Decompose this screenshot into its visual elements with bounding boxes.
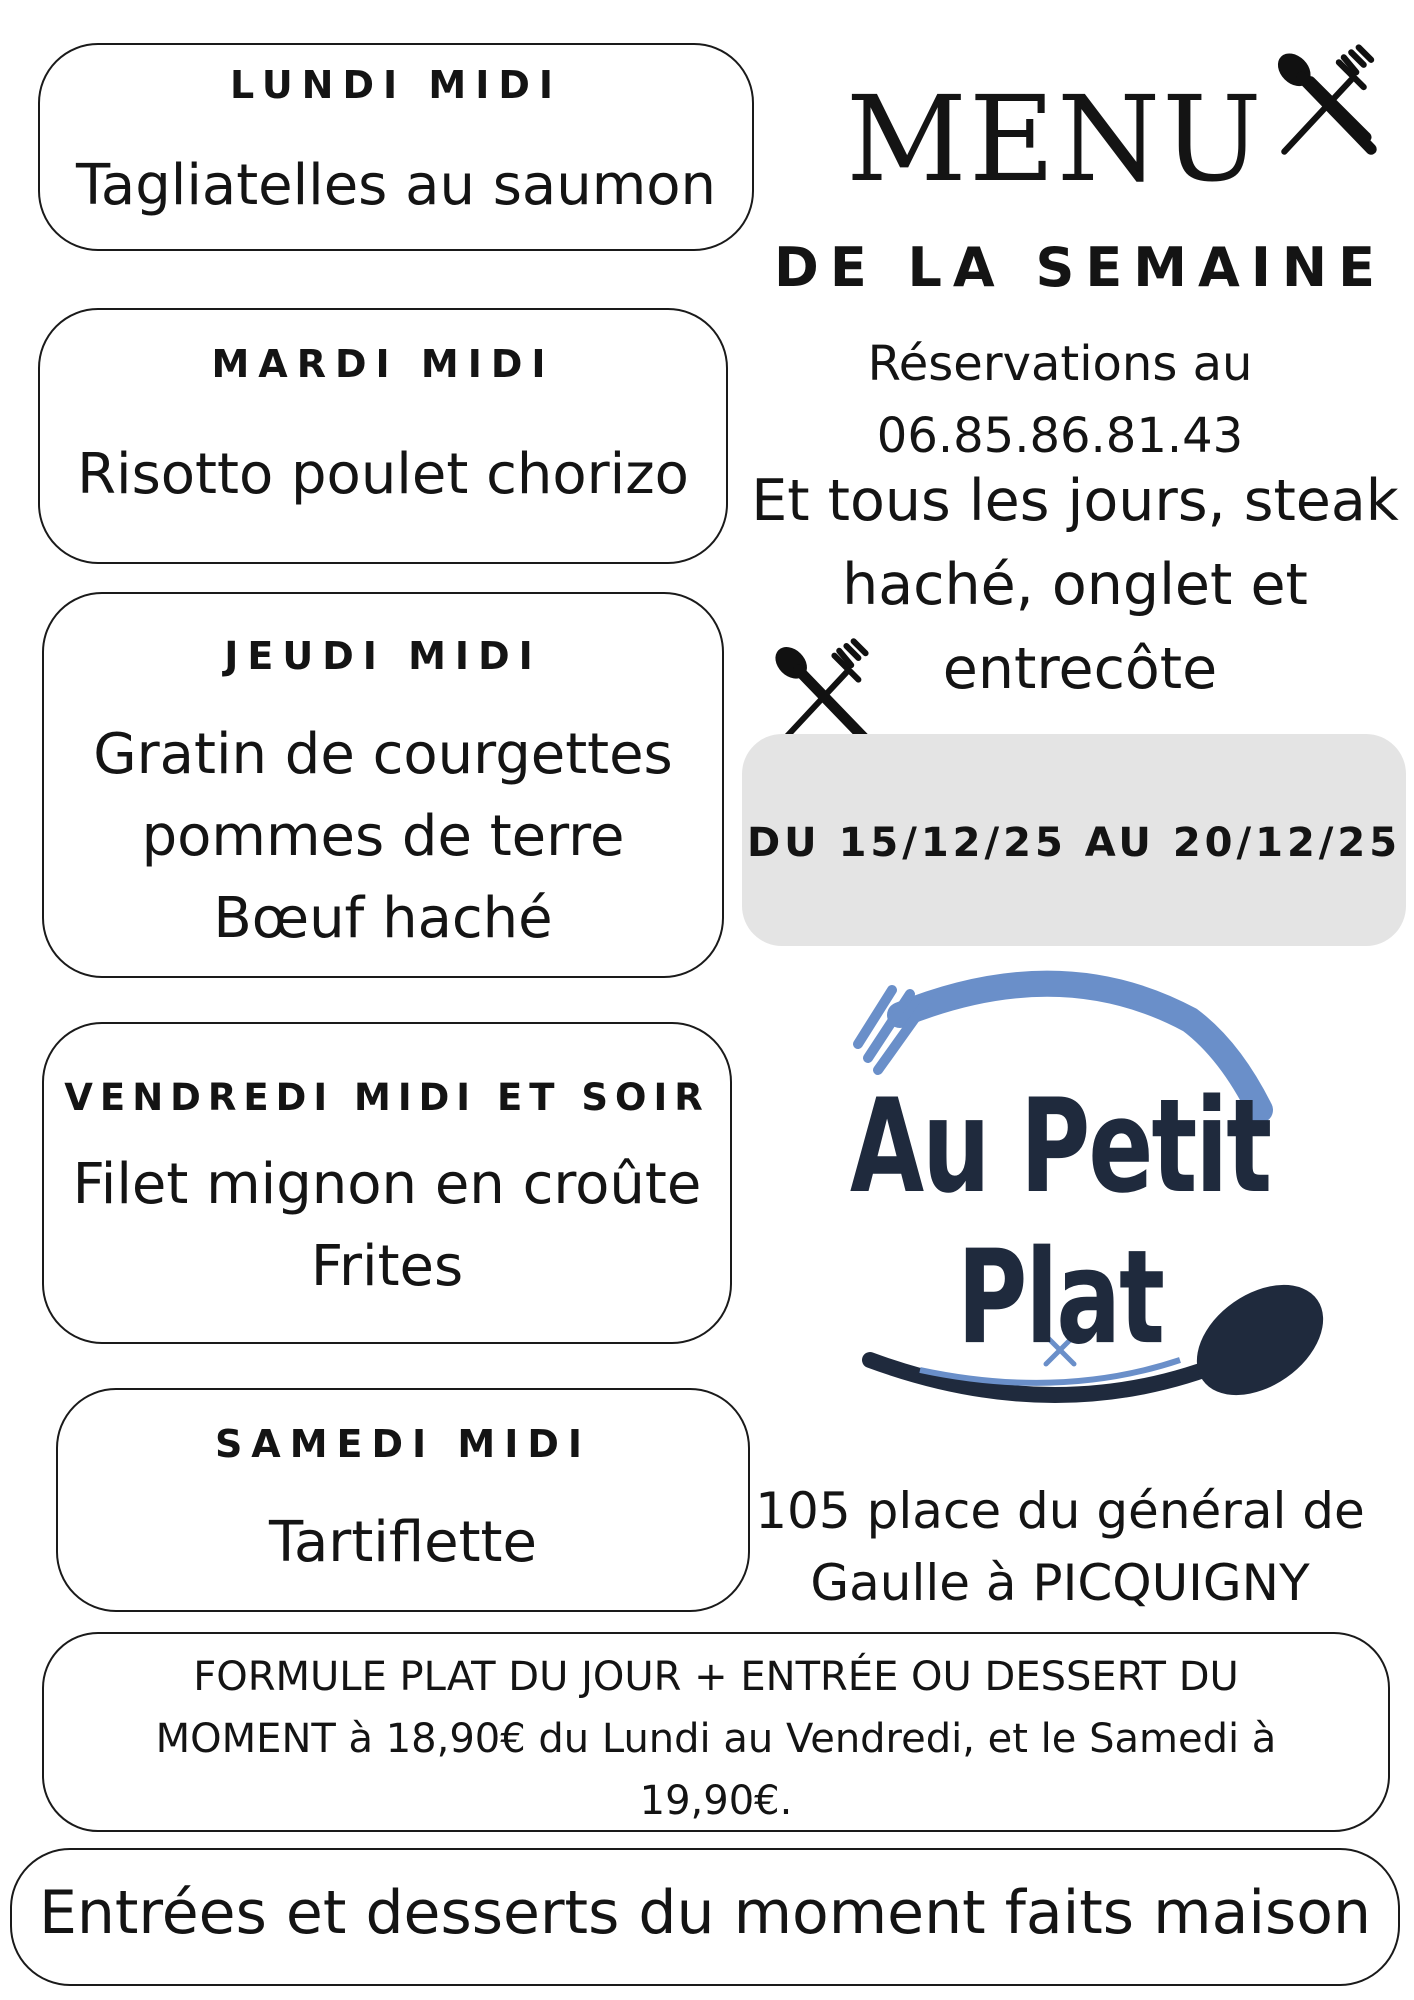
restaurant-logo — [760, 960, 1360, 1440]
day-card-mardi — [38, 308, 728, 564]
dish-line: Tagliatelles au saumon — [75, 153, 717, 218]
footer-text: Entrées et desserts du moment faits maison — [38, 1878, 1372, 1948]
day-card-lundi — [38, 43, 754, 251]
day-card-samedi — [56, 1388, 750, 1612]
daily-line: entrecôte — [942, 636, 1218, 702]
logo-text: Au Petit Plat — [849, 1070, 1271, 1374]
dish-line: Bœuf haché — [213, 886, 553, 951]
dish-line: Risotto poulet chorizo — [77, 442, 689, 507]
menu-title: MENU — [846, 70, 1264, 208]
reservation-phone: 06.85.86.81.43 — [876, 408, 1244, 464]
address-line: 105 place du général de — [755, 1482, 1365, 1540]
address-line: Gaulle à PICQUIGNY — [810, 1554, 1310, 1612]
period-banner — [742, 734, 1406, 946]
day-label: VENDREDI MIDI ET SOIR — [64, 1076, 710, 1119]
dish-line: Tartiflette — [269, 1510, 537, 1575]
day-label: LUNDI MIDI — [229, 63, 563, 107]
menu-subtitle: DE LA SEMAINE — [774, 236, 1386, 299]
dish-line: pommes de terre — [141, 804, 625, 869]
dish-line: Frites — [310, 1234, 464, 1299]
period-text: DU 15/12/25 AU 20/12/25 — [746, 820, 1402, 866]
daily-line: Et tous les jours, steak — [751, 468, 1399, 534]
footer-box — [10, 1848, 1400, 1986]
dish-line: Filet mignon en croûte — [72, 1152, 702, 1217]
day-card-jeudi — [42, 592, 724, 978]
formula-line: 19,90€. — [639, 1778, 793, 1824]
formula-line: FORMULE PLAT DU JOUR + ENTRÉE OU DESSERT DU — [193, 1654, 1239, 1700]
formula-box — [42, 1632, 1390, 1832]
reservation-label: Réservations au — [867, 336, 1253, 392]
day-label: SAMEDI MIDI — [214, 1422, 592, 1466]
formula-line: MOMENT à 18,90€ du Lundi au Vendredi, et le Samedi à — [155, 1716, 1277, 1762]
dish-line: Gratin de courgettes — [93, 722, 673, 787]
daily-line: haché, onglet et — [842, 552, 1308, 618]
day-card-vendredi — [42, 1022, 732, 1344]
day-label: JEUDI MIDI — [224, 634, 542, 678]
day-label: MARDI MIDI — [211, 342, 555, 386]
spoon-fork-icon — [1262, 40, 1386, 164]
